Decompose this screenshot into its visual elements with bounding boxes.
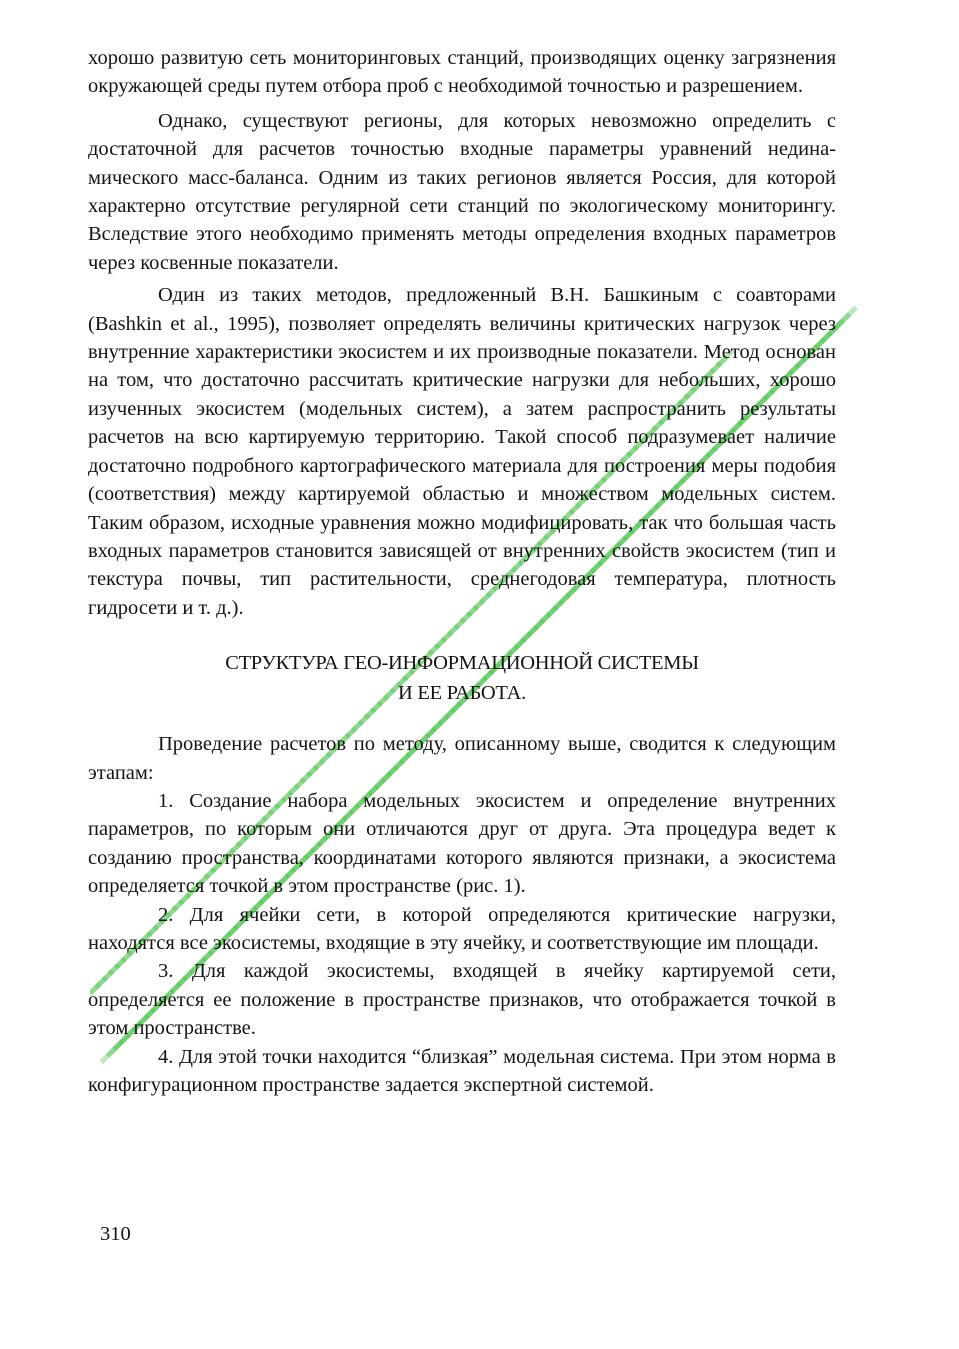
intro-paragraph: Проведение расчетов по методу, описанному выше, сводится к следующим этапам: xyxy=(88,733,836,784)
paragraph-3: Один из таких методов, предложенный В.Н. Башкиным с соавторами (Bashkin et al., 1995), позволяет определять величины критических нагрузок через внутренние характеристики экосистем и их производные показатели. Метод основан на том, что достаточно рассчитать критические нагрузки для небольших, хорошо изученных экосистем (модельных систем), а затем распространить результаты расчетов на всю картируемую территорию. Такой способ подразумевает наличие достаточно подробного картографического материала для построения меры подобия (соответствия) между картируемой областью и множеством модельных систем. Таким образом, исходные уравнения можно модифицировать, так что большая часть входных параметров становится зависящей от внутренних свойств экосистем (тип и текстура почвы, тип растительности, среднегодовая температура, плотность гидросети и т. д.). xyxy=(88,284,836,619)
list-item-4: 4. Для этой точки находится “близкая” модельная система. При этом норма в конфигурационном пространстве задается экспертной системой. xyxy=(88,1045,836,1096)
section-heading-line-2: И ЕЕ РАБОТА. xyxy=(398,682,526,705)
paragraph-1: хорошо развитую сеть мониторинговых станций, производящих оценку загрязнения окружающей среды путем отбора проб с необходимой точностью и разрешением. xyxy=(88,47,836,98)
paragraph-2: Однако, существуют регионы, для которых невозможно определить с достаточной для расчетов точностью входные параметры уравнений нединамического масс-баланса. Одним из таких регионов является Россия, для которой характерно отсутствие регулярной сети станций по экологическому мониторингу. Вследствие этого необходимо применять методы определения входных параметров через косвенные показатели. xyxy=(88,109,836,274)
section-heading-line-1: СТРУКТУРА ГЕО-ИНФОРМАЦИОННОЙ СИСТЕМЫ xyxy=(225,652,699,675)
page-number: 310 xyxy=(100,1223,131,1245)
section-heading xyxy=(88,648,836,708)
list-item-2: 2. Для ячейки сети, в которой определяются критические нагрузки, находятся все экосистемы, входящие в эту ячейку, и соответствующие им площади. xyxy=(88,903,836,954)
list-item-3: 3. Для каждой экосистемы, входящей в ячейку картируемой сети, определяется ее положение в пространстве признаков, что отображается точкой в этом пространстве. xyxy=(88,960,836,1040)
watermark-stripe xyxy=(833,306,858,331)
page-content xyxy=(88,44,836,1099)
list-item-1: 1. Создание набора модельных экосистем и определение внутренних параметров, по которым они отличаются друг от друга. Эта процедура ведет к созданию пространства, координатами которого являются признаки, а экосистема определяется точкой в этом пространстве (рис. 1). xyxy=(88,789,836,898)
